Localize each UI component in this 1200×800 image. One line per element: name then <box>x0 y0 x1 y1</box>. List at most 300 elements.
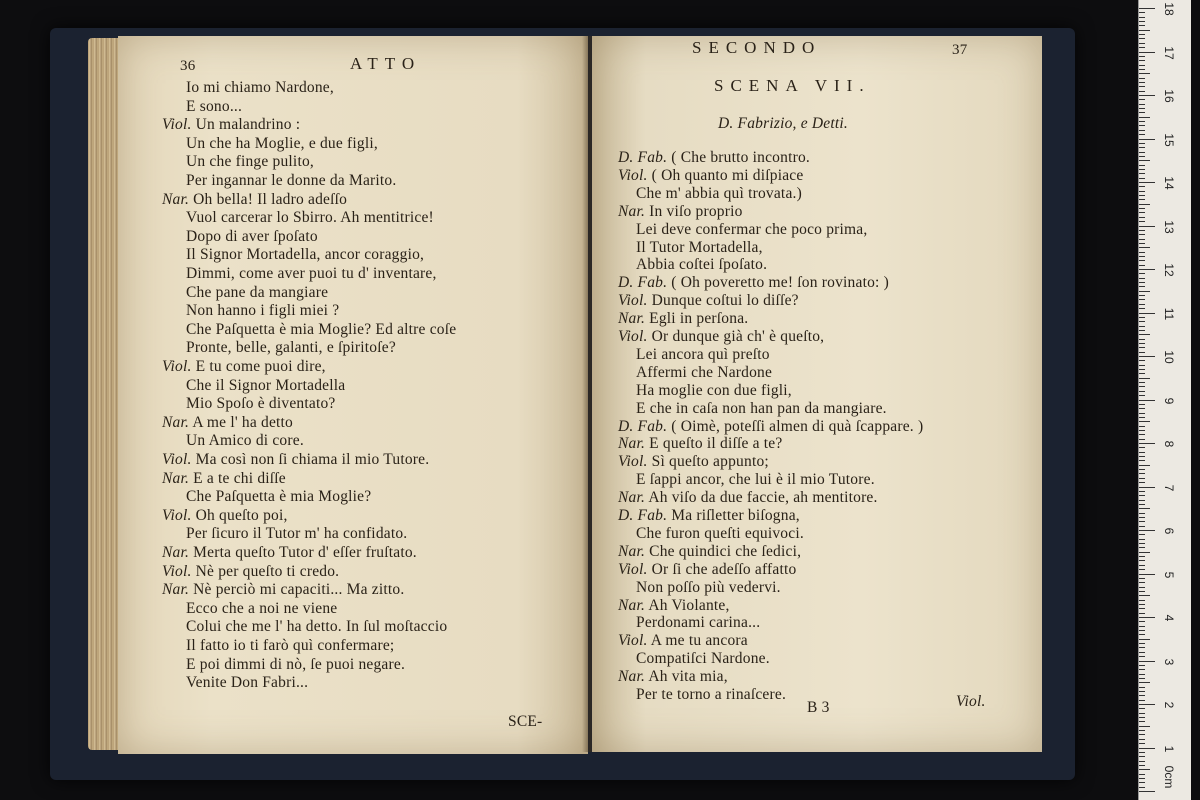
ruler-tick <box>1139 239 1145 240</box>
ruler-tick <box>1139 278 1145 279</box>
verse-text: A me tu ancora <box>650 632 748 650</box>
speaker-name: D. Fab. <box>618 149 668 166</box>
ruler-tick <box>1139 674 1145 675</box>
speaker-name: Viol. <box>162 506 192 524</box>
ruler-tick <box>1139 339 1145 340</box>
ruler-tick <box>1139 504 1145 505</box>
ruler-tick <box>1139 539 1145 540</box>
left_page-text-line <box>186 171 396 191</box>
left_page-text-line <box>186 152 314 172</box>
left_page-text-line <box>186 431 304 451</box>
speaker-name: D. Fab. <box>618 507 668 524</box>
ruler-tick <box>1139 304 1145 305</box>
verse-text: Dimmi, come aver puoi tu d' inventare, <box>186 265 437 282</box>
ruler-tick <box>1139 639 1150 640</box>
speaker-name: Nar. <box>618 489 646 507</box>
speaker-name: Viol. <box>618 453 648 471</box>
ruler-tick <box>1139 578 1145 579</box>
ruler-tick <box>1139 534 1145 535</box>
ruler-tick <box>1139 52 1155 53</box>
ruler-tick <box>1139 482 1145 483</box>
ruler-tick <box>1139 434 1145 435</box>
ruler-tick <box>1139 560 1145 561</box>
ruler-tick <box>1139 665 1145 666</box>
ruler-tick <box>1139 565 1145 566</box>
verse-text: Non hanno i figli miei ? <box>186 302 340 320</box>
verse-text: Or dunque già ch' è queſto, <box>651 328 825 345</box>
ruler-tick <box>1139 99 1145 100</box>
ruler-tick <box>1139 330 1145 331</box>
left_page-text-line <box>186 264 437 284</box>
left_page-text-line <box>186 394 335 414</box>
ruler-tick <box>1139 730 1145 731</box>
verse-text: Ecco che a noi ne viene <box>186 599 338 617</box>
verse-text: Un che finge pulito, <box>186 153 314 171</box>
ruler-number: 4 <box>1162 614 1176 622</box>
speaker-name: Nar. <box>162 544 190 561</box>
left_page-text-line <box>162 580 404 600</box>
ruler-tick <box>1139 125 1145 126</box>
ruler-tick <box>1139 621 1145 622</box>
ruler-tick <box>1139 191 1145 192</box>
left_page-text-line <box>186 673 308 693</box>
ruler-tick <box>1139 647 1145 648</box>
ruler-tick <box>1139 752 1145 753</box>
left_page-text-line <box>186 208 434 228</box>
ruler-tick <box>1139 721 1145 722</box>
ruler-tick <box>1139 69 1145 70</box>
verse-text: Nè perciò mi capaciti... Ma zitto. <box>193 581 405 599</box>
ruler-tick <box>1139 517 1145 518</box>
speaker-name: Nar. <box>618 668 646 686</box>
verse-text: E poi dimmi di nò, ſe puoi negare. <box>186 655 406 673</box>
ruler-tick <box>1139 78 1145 79</box>
ruler-tick <box>1139 169 1145 170</box>
ruler-tick <box>1139 378 1150 379</box>
ruler-tick <box>1139 691 1145 692</box>
ruler-number: 5 <box>1162 571 1176 578</box>
speaker-name: Viol. <box>162 562 192 580</box>
ruler-tick <box>1139 95 1155 96</box>
right-catchword: Viol. <box>956 693 986 710</box>
ruler-number: 11 <box>1162 307 1176 320</box>
ruler-tick <box>1139 708 1145 709</box>
speaker-name: Viol. <box>618 560 648 578</box>
ruler-number: 6 <box>1162 527 1176 535</box>
verse-text: Venite Don Fabri... <box>186 674 309 692</box>
verse-text: In viſo proprio <box>649 202 743 220</box>
left_page-text-line <box>162 115 300 135</box>
ruler-tick <box>1139 626 1145 627</box>
ruler-tick <box>1139 112 1145 113</box>
ruler-tick <box>1139 43 1145 44</box>
speaker-name: Viol. <box>618 632 648 650</box>
speaker-name: Viol. <box>162 358 192 375</box>
ruler-tick <box>1139 91 1145 92</box>
left_page-text-line <box>186 636 394 656</box>
ruler-tick <box>1139 713 1145 714</box>
ruler-tick <box>1139 547 1145 548</box>
ruler-tick <box>1139 152 1145 153</box>
ruler-tick <box>1139 500 1145 501</box>
speaker-name: Nar. <box>618 202 646 220</box>
ruler-tick <box>1139 487 1155 488</box>
ruler-tick <box>1139 495 1145 496</box>
speaker-name: Nar. <box>618 596 646 614</box>
ruler-tick <box>1139 347 1145 348</box>
ruler-tick <box>1139 408 1145 409</box>
verse-text: Affermi che Nardone <box>636 363 773 381</box>
ruler-tick <box>1139 543 1145 544</box>
ruler-tick <box>1139 600 1145 601</box>
verse-text: ( Oh quanto mi diſpiace <box>651 166 804 184</box>
ruler-tick <box>1139 687 1145 688</box>
ruler-tick <box>1139 212 1145 213</box>
ruler-tick <box>1139 413 1145 414</box>
speaker-name: Nar. <box>162 413 190 431</box>
ruler-tick <box>1139 669 1145 670</box>
speaker-name: Nar. <box>618 310 646 328</box>
verse-text: Dunque coſtui lo diſſe? <box>651 292 799 310</box>
verse-text: Che furon queſti equivoci. <box>636 524 804 542</box>
ruler-tick <box>1139 726 1150 727</box>
right-page <box>592 36 1042 752</box>
ruler-tick <box>1139 748 1155 749</box>
ruler-tick <box>1139 221 1145 222</box>
ruler-tick <box>1139 25 1145 26</box>
ruler-tick <box>1139 765 1145 766</box>
verse-text: Il Signor Mortadella, ancor coraggio, <box>186 246 425 264</box>
left_page-text-line <box>186 487 371 507</box>
left_page-text-line <box>186 655 405 675</box>
ruler-tick <box>1139 199 1145 200</box>
ruler-tick <box>1139 787 1145 788</box>
ruler-tick <box>1139 230 1145 231</box>
verse-text: Che Paſquetta è mia Moglie? Ed altre coſe <box>186 320 457 338</box>
ruler-tick <box>1139 334 1150 335</box>
verse-text: E sono... <box>186 97 243 115</box>
ruler-tick <box>1139 552 1150 553</box>
ruler-tick <box>1139 269 1155 270</box>
ruler-tick <box>1139 513 1145 514</box>
ruler-tick <box>1139 682 1150 683</box>
ruler-tick <box>1139 104 1145 105</box>
speaker-name: D. Fab. <box>618 274 668 292</box>
verse-text: E che in caſa non han pan da mangiare. <box>636 399 887 417</box>
ruler-tick <box>1139 652 1145 653</box>
speaker-name: Viol. <box>618 166 648 184</box>
left_page-text-line <box>186 301 339 321</box>
ruler-tick <box>1139 134 1145 135</box>
ruler-tick <box>1139 38 1145 39</box>
verse-text: Ma riſletter biſogna, <box>671 507 800 524</box>
verse-text: Pronte, belle, galanti, e ſpiritoſe? <box>186 339 396 357</box>
ruler-number: 13 <box>1162 219 1176 234</box>
verse-text: Colui che me l' ha detto. In ſul moſtaccio <box>186 618 448 636</box>
ruler-tick <box>1139 147 1145 148</box>
verse-text: Per ſicuro il Tutor m' ha confidato. <box>186 525 408 543</box>
verse-text: ( Oh poveretto me! ſon rovinato: ) <box>671 274 889 292</box>
left_page-text-line <box>186 376 345 396</box>
ruler-tick <box>1139 491 1145 492</box>
verse-text: Merta queſto Tutor d' eſſer fruſtato. <box>193 544 417 561</box>
ruler-number: 2 <box>1162 701 1176 709</box>
ruler-tick <box>1139 165 1145 166</box>
ruler-tick <box>1139 630 1145 631</box>
verse-text: Io mi chiamo Nardone, <box>186 79 334 96</box>
ruler-tick <box>1139 121 1145 122</box>
verse-text: ( Oimè, poteſſi almen di quà ſcappare. ) <box>671 417 924 435</box>
ruler-tick <box>1139 291 1150 292</box>
verse-text: Sì queſto appunto; <box>651 453 769 471</box>
left_page-text-line <box>186 617 447 637</box>
ruler-tick <box>1139 421 1150 422</box>
ruler-tick <box>1139 343 1145 344</box>
ruler-tick <box>1139 473 1145 474</box>
left-page-number: 36 <box>180 58 196 74</box>
ruler-tick <box>1139 656 1145 657</box>
verse-text: Ha moglie con due figli, <box>636 381 792 399</box>
right-page-number: 37 <box>952 42 968 58</box>
verse-text: Non poſſo più vedervi. <box>636 578 781 596</box>
ruler-tick <box>1139 574 1155 575</box>
ruler-number: 1 <box>1162 745 1176 752</box>
ruler-tick <box>1139 478 1145 479</box>
ruler-tick <box>1139 208 1145 209</box>
ruler-tick <box>1139 143 1145 144</box>
ruler-tick <box>1139 447 1145 448</box>
left_page-text-line <box>162 543 417 563</box>
left-page <box>118 36 588 754</box>
ruler-tick <box>1139 317 1145 318</box>
ruler-tick <box>1139 308 1145 309</box>
left-running-header: ATTO <box>350 54 422 73</box>
ruler-tick <box>1139 430 1145 431</box>
ruler-tick <box>1139 243 1145 244</box>
ruler-tick <box>1139 778 1145 779</box>
speaker-name: Viol. <box>162 116 192 134</box>
ruler-tick <box>1139 717 1145 718</box>
verse-text: Lei deve confermar che poco prima, <box>636 220 868 238</box>
left_page-text-line <box>186 97 242 117</box>
ruler-tick <box>1139 743 1145 744</box>
ruler-tick <box>1139 313 1155 314</box>
verse-text: Or ſi che adeſſo affatto <box>651 560 797 578</box>
ruler-tick <box>1139 417 1145 418</box>
ruler-number: 3 <box>1162 658 1176 665</box>
ruler-tick <box>1139 443 1155 444</box>
ruler-tick <box>1139 108 1145 109</box>
left_page-text-line <box>186 245 424 265</box>
ruler-tick <box>1139 521 1145 522</box>
scene-title: SCENA VII. <box>714 76 871 95</box>
verse-text: Perdonami carina... <box>636 614 761 632</box>
ruler-tick <box>1139 439 1145 440</box>
ruler-tick <box>1139 695 1145 696</box>
ruler-tick <box>1139 352 1145 353</box>
verse-text: Ah vita mia, <box>648 668 728 686</box>
ruler-tick <box>1139 465 1150 466</box>
ruler-tick <box>1139 60 1145 61</box>
ruler-tick <box>1139 273 1145 274</box>
ruler-tick <box>1139 30 1150 31</box>
ruler-tick <box>1139 173 1145 174</box>
ruler-tick <box>1139 65 1145 66</box>
verse-text: E a te chi diſſe <box>193 469 286 487</box>
ruler-tick <box>1139 452 1145 453</box>
ruler-tick <box>1139 530 1155 531</box>
ruler-tick <box>1139 160 1150 161</box>
ruler-tick <box>1139 460 1145 461</box>
ruler-tick <box>1139 386 1145 387</box>
speaker-name: Viol. <box>618 292 648 310</box>
ruler-tick <box>1139 73 1150 74</box>
ruler-tick <box>1139 256 1145 257</box>
left_page-text-line <box>186 227 318 247</box>
ruler-number: 7 <box>1162 484 1176 491</box>
ruler-tick <box>1139 282 1145 283</box>
verse-text: Lei ancora quì preſto <box>636 345 770 363</box>
ruler-tick <box>1139 356 1155 357</box>
ruler-tick <box>1139 295 1145 296</box>
left_page-text-line <box>162 562 339 582</box>
verse-text: Che il Signor Mortadella <box>186 376 346 394</box>
verse-text: Oh bella! Il ladro adeſſo <box>193 190 348 208</box>
ruler-tick <box>1139 117 1150 118</box>
speaker-name: Nar. <box>162 190 190 208</box>
ruler-tick <box>1139 582 1145 583</box>
ruler-tick <box>1139 47 1145 48</box>
ruler-number: 10 <box>1162 350 1176 364</box>
verse-text: Che Paſquetta è mia Moglie? <box>186 488 372 506</box>
ruler-tick <box>1139 400 1155 401</box>
left_page-text-line <box>186 134 378 154</box>
ruler-tick <box>1139 204 1150 205</box>
verse-text: Per ingannar le donne da Marito. <box>186 172 397 189</box>
ruler-tick <box>1139 182 1155 183</box>
ruler-number: 9 <box>1162 397 1176 404</box>
left_page-text-line <box>162 413 293 433</box>
speaker-name: Nar. <box>162 469 190 487</box>
ruler-tick <box>1139 391 1145 392</box>
ruler-number: 18 <box>1162 2 1176 16</box>
ruler-tick <box>1139 595 1150 596</box>
ruler-tick <box>1139 756 1145 757</box>
ruler-tick <box>1139 395 1145 396</box>
ruler-tick <box>1139 265 1145 266</box>
ruler-tick <box>1139 508 1150 509</box>
ruler-tick <box>1139 286 1145 287</box>
ruler-number: 15 <box>1162 132 1176 147</box>
ruler-tick <box>1139 186 1145 187</box>
ruler-tick <box>1139 12 1145 13</box>
scene-characters: D. Fabrizio, e Detti. <box>718 115 848 132</box>
ruler-tick <box>1139 556 1145 557</box>
ruler-tick <box>1139 469 1145 470</box>
verse-text: Che m' abbia quì trovata.) <box>636 184 802 202</box>
ruler-tick <box>1139 661 1155 662</box>
right-running-header: SECONDO <box>692 38 822 57</box>
speaker-name: Nar. <box>162 581 190 599</box>
ruler-tick <box>1139 373 1145 374</box>
ruler-tick <box>1139 82 1145 83</box>
ruler-number: 16 <box>1162 89 1176 103</box>
ruler-tick <box>1139 782 1145 783</box>
ruler-tick <box>1139 613 1145 614</box>
ruler-tick <box>1139 608 1145 609</box>
speaker-name: Nar. <box>618 542 646 560</box>
left_page-text-line <box>162 357 326 377</box>
ruler-number: 14 <box>1162 176 1176 190</box>
left_page-text-line <box>186 338 396 358</box>
verse-text: Per te torno a rinaſcere. <box>636 686 787 703</box>
verse-text: Vuol carcerar lo Sbirro. Ah mentitrice! <box>186 209 434 227</box>
verse-text: Dopo di aver ſpoſato <box>186 227 318 245</box>
ruler-tick <box>1139 774 1145 775</box>
ruler-tick <box>1139 86 1145 87</box>
ruler-tick <box>1139 252 1145 253</box>
ruler-tick <box>1139 130 1145 131</box>
verse-text: Nè per queſto ti credo. <box>195 562 340 580</box>
ruler-tick <box>1139 56 1145 57</box>
ruler-tick <box>1139 360 1145 361</box>
ruler-tick <box>1139 617 1155 618</box>
ruler-tick <box>1139 591 1145 592</box>
verse-text: Ma così non ſi chiama il mio Tutore. <box>195 451 430 468</box>
ruler-tick <box>1139 247 1150 248</box>
signature-mark: B 3 <box>807 699 830 716</box>
left_page-text-line <box>162 506 288 526</box>
ruler-tick <box>1139 769 1150 770</box>
verse-text: Un che ha Moglie, e due figli, <box>186 134 378 152</box>
ruler-tick <box>1139 734 1145 735</box>
ruler-number: 12 <box>1162 263 1176 277</box>
left_page-text-line <box>162 469 286 489</box>
ruler-tick <box>1139 369 1145 370</box>
ruler-tick <box>1139 34 1145 35</box>
ruler-tick <box>1139 604 1145 605</box>
ruler-tick <box>1139 456 1145 457</box>
verse-text: Egli in perſona. <box>649 310 749 328</box>
ruler-tick <box>1139 404 1145 405</box>
ruler-tick <box>1139 299 1145 300</box>
ruler-tick <box>1139 700 1145 701</box>
verse-text: Ah Violante, <box>648 596 730 614</box>
ruler-tick <box>1139 643 1145 644</box>
verse-text: Un malandrino : <box>195 116 301 134</box>
verse-text: ( Che brutto incontro. <box>671 149 810 166</box>
ruler-tick <box>1139 634 1145 635</box>
verse-text: Oh queſto poi, <box>195 506 288 524</box>
speaker-name: Viol. <box>162 451 192 468</box>
speaker-name: D. Fab. <box>618 417 668 435</box>
ruler-tick <box>1139 791 1155 792</box>
ruler-tick <box>1139 761 1145 762</box>
ruler-tick <box>1139 217 1145 218</box>
ruler-tick <box>1139 139 1155 140</box>
verse-text: Compatiſci Nardone. <box>636 650 770 668</box>
ruler-tick <box>1139 156 1145 157</box>
ruler-number: 17 <box>1162 45 1176 60</box>
verse-text: Il Tutor Mortadella, <box>636 238 763 256</box>
right_page-text-line <box>636 685 786 705</box>
left-catchword: SCE- <box>508 713 543 730</box>
ruler-tick <box>1139 260 1145 261</box>
left_page-text-line <box>162 190 347 210</box>
verse-text: E tu come puoi dire, <box>195 358 326 375</box>
ruler-unit-label: 0cm <box>1162 765 1176 789</box>
left_page-text-line <box>186 524 407 544</box>
